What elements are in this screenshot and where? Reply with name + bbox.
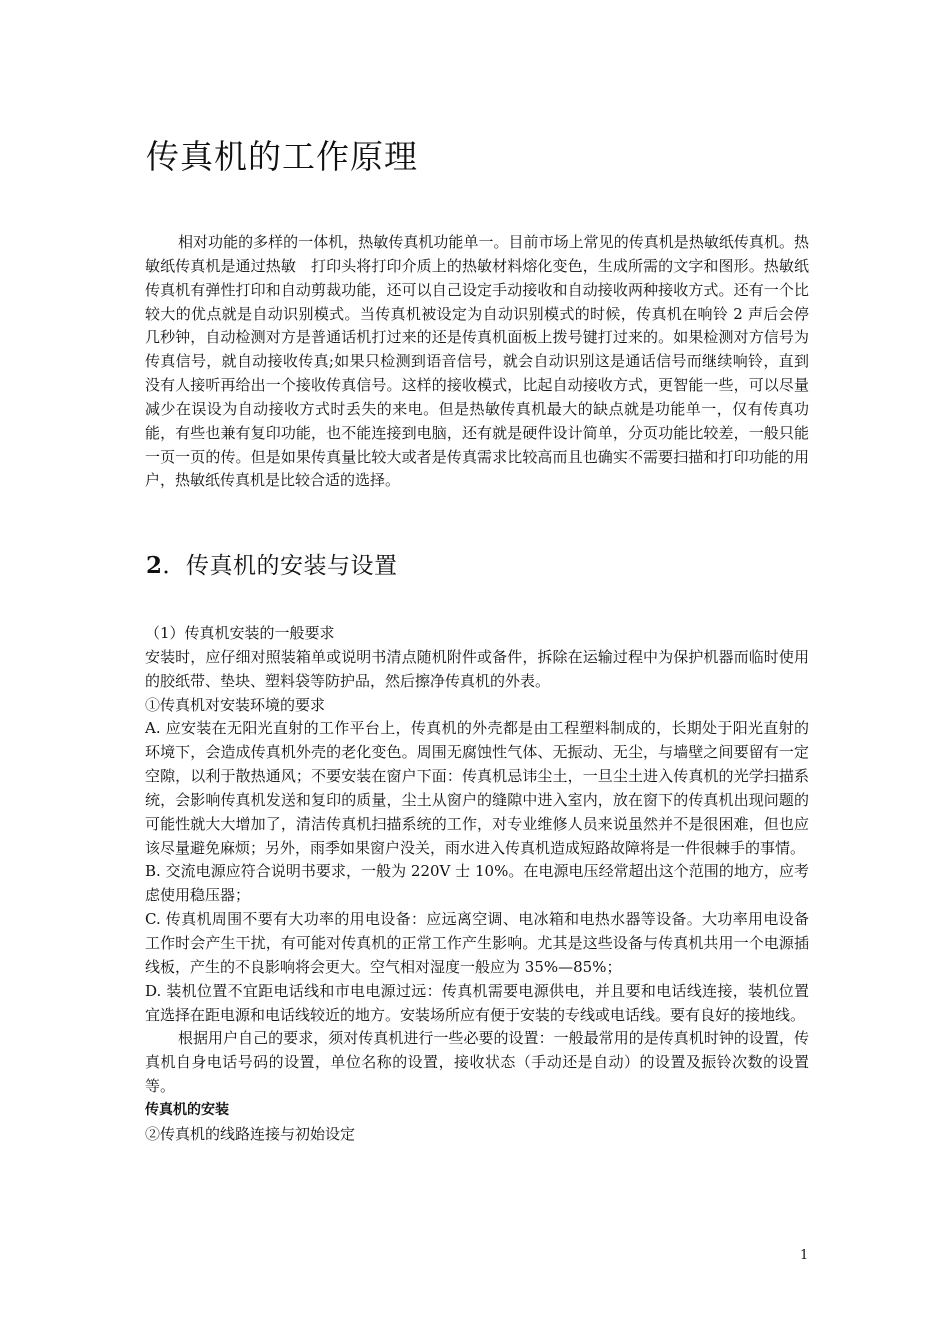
settings-paragraph: 根据用户自己的要求，须对传真机进行一些必要的设置：一般最常用的是传真机时钟的设置，传真机自身电话号码的设置，单位名称的设置，接收状态（手动还是自动）的设置及振铃次数的设置等。 (145, 1029, 809, 1096)
subheading-general-requirements: （1）传真机安装的一般要求 (145, 624, 335, 642)
section-title: 传真机的安装与设置 (186, 553, 398, 579)
page-number: 1 (800, 1248, 809, 1263)
requirement-item-a: A. 应安装在无阳光直射的工作平台上，传真机的外壳都是由工程塑料制成的，长期处于阳光直射的环境下，会造成传真机外壳的老化变色。周围无腐蚀性气体、无振动、无尘，与墙壁之间要留有一定空隙，以利于散热通风；不要安装在窗户下面：传真机忌讳尘土，一旦尘土进入传真机的光学扫描系统，会影响传真机发送和复印的质量，尘土从窗户的缝隙中进入室内，放在窗下的传真机出现问题的可能性就大大增加了，清洁传真机扫描系统的工作，对专业维修人员来说虽然并不是很困难，但也应该尽量避免麻烦；另外，雨季如果窗户没关，雨水进入传真机造成短路故障将是一件很棘手的事情。 (145, 719, 809, 857)
requirement-item-d: D. 装机位置不宜距电话线和市电电源过远：传真机需要电源供电，并且要和电话线连接，装机位置宜选择在距电源和电话线较近的地方。安装场所应有便于安装的专线或电话线。要有良好的接地线。 (145, 981, 809, 1024)
page-title: 传真机的工作原理 (146, 137, 418, 176)
intro-paragraph: 相对功能的多样的一体机，热敏传真机功能单一。目前市场上常见的传真机是热敏纸传真机。热敏纸传真机是通过热敏 打印头将打印介质上的热敏材料熔化变色，生成所需的文字和图形。热敏纸传真机有弹性打印和自动剪裁功能，还可以自己设定手动接收和自动接收两种接收方式。还有一个比较大的优点就是自动识别模式。当传真机被设定为自动识别模式的时候，传真机在响铃 2 声后会停几秒钟，自动检测对方是普通话机打过来的还是传真机面板上拨号键打过来的。如果检测对方信号为传真信号，就自动接收传真;如果只检测到语音信号，就会自动识别这是通话信号而继续响铃，直到没有人接听再给出一个接收传真信号。这样的接收模式，比起自动接收方式，更智能一些，可以尽量减少在误设为自动接收方式时丢失的来电。但是热敏传真机最大的缺点就是功能单一，仅有传真功能，有些也兼有复印功能，也不能连接到电脑，还有就是硬件设计简单，分页功能比较差，一般只能一页一页的传。但是如果传真量比较大或者是传真需求比较高而且也确实不需要扫描和打印功能的用户，热敏纸传真机是比较合适的选择。 (145, 233, 809, 490)
line-connection-heading: ②传真机的线路连接与初始设定 (145, 1124, 356, 1143)
environment-heading: ①传真机对安装环境的要求 (145, 695, 326, 714)
section-number-separator: ． (162, 553, 187, 579)
section-heading (146, 548, 398, 584)
section-number: 2 (146, 552, 163, 579)
install-intro-paragraph: 安装时，应仔细对照装箱单或说明书清点随机附件或备件，拆除在运输过程中为保护机器而临时使用的胶纸带、垫块、塑料袋等防护品，然后擦净传真机的外表。 (145, 647, 809, 690)
requirement-item-c: C. 传真机周围不要有大功率的用电设备：应远离空调、电冰箱和电热水器等设备。大功率用电设备工作时会产生干扰，有可能对传真机的正常工作产生影响。尤其是这些设备与传真机共用一个电源插线板，产生的不良影响将会更大。空气相对湿度一般应为 35%—85%； (145, 910, 809, 976)
installation-bold-heading: 传真机的安装 (145, 1101, 229, 1118)
section-body (145, 622, 809, 1147)
requirement-item-b: B. 交流电源应符合说明书要求，一般为 220V 士 10%。在电源电压经常超出这个范围的地方，应考虑使用稳压器； (145, 862, 809, 905)
